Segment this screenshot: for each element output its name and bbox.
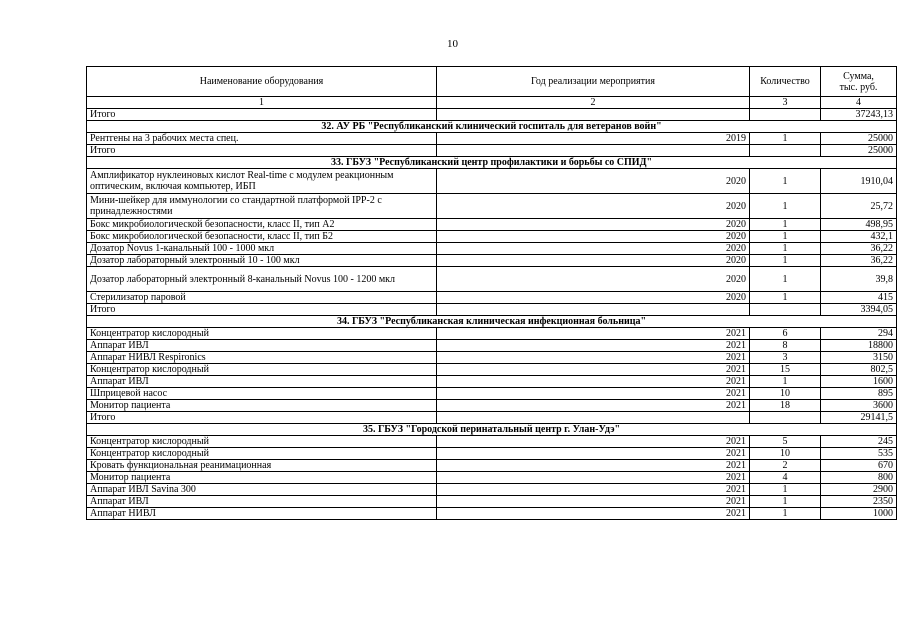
cell-qty: 5	[750, 436, 821, 448]
section-header-row	[87, 157, 897, 169]
cell-year: 2021	[437, 508, 750, 520]
cell-name: Итого	[87, 412, 437, 424]
cell-qty: 1	[750, 508, 821, 520]
cell-qty: 1	[750, 376, 821, 388]
cell-sum: 895	[821, 388, 897, 400]
col-number: 4	[821, 97, 897, 109]
cell-sum: 2350	[821, 496, 897, 508]
table-row	[87, 400, 897, 412]
cell-qty: 1	[750, 267, 821, 292]
cell-name: Концентратор кислородный	[87, 328, 437, 340]
header-sum	[821, 67, 897, 97]
cell-sum: 18800	[821, 340, 897, 352]
table-row	[87, 352, 897, 364]
table-row	[87, 388, 897, 400]
cell-year: 2021	[437, 352, 750, 364]
cell-sum: 36,22	[821, 255, 897, 267]
cell-year: 2021	[437, 496, 750, 508]
total-row	[87, 412, 897, 424]
cell-year: 2021	[437, 400, 750, 412]
section-title: 34. ГБУЗ "Республиканская клиническая инфекционная больница"	[87, 316, 897, 328]
section-title: 35. ГБУЗ "Городской перинатальный центр г. Улан-Удэ"	[87, 424, 897, 436]
cell-name: Рентгены на 3 рабочих места спец.	[87, 133, 437, 145]
cell-qty: 6	[750, 328, 821, 340]
cell-sum: 670	[821, 460, 897, 472]
cell-name: Кровать функциональная реанимационная	[87, 460, 437, 472]
table-row	[87, 328, 897, 340]
table-row	[87, 460, 897, 472]
cell-name: Монитор пациента	[87, 472, 437, 484]
cell-year: 2020	[437, 292, 750, 304]
cell-year: 2021	[437, 340, 750, 352]
cell-year: 2021	[437, 484, 750, 496]
cell-name: Итого	[87, 145, 437, 157]
cell-year: 2020	[437, 267, 750, 292]
section-title: 33. ГБУЗ "Республиканский центр профилактики и борьбы со СПИД"	[87, 157, 897, 169]
cell-year: 2021	[437, 376, 750, 388]
table-row	[87, 340, 897, 352]
cell-year	[437, 412, 750, 424]
cell-qty: 1	[750, 231, 821, 243]
cell-sum: 37243,13	[821, 109, 897, 121]
cell-qty	[750, 412, 821, 424]
cell-sum: 245	[821, 436, 897, 448]
cell-year: 2021	[437, 460, 750, 472]
cell-qty: 15	[750, 364, 821, 376]
cell-qty: 1	[750, 169, 821, 194]
table-row	[87, 194, 897, 219]
cell-qty: 10	[750, 448, 821, 460]
cell-qty: 1	[750, 292, 821, 304]
header-year: Год реализации мероприятия	[437, 67, 750, 97]
cell-qty: 1	[750, 243, 821, 255]
cell-qty: 8	[750, 340, 821, 352]
cell-year: 2021	[437, 472, 750, 484]
table-row	[87, 219, 897, 231]
cell-sum: 39,8	[821, 267, 897, 292]
cell-name: Аппарат ИВЛ	[87, 340, 437, 352]
cell-sum: 294	[821, 328, 897, 340]
cell-year: 2021	[437, 388, 750, 400]
cell-qty	[750, 109, 821, 121]
table-row	[87, 376, 897, 388]
cell-sum: 29141,5	[821, 412, 897, 424]
cell-sum: 1600	[821, 376, 897, 388]
table-row	[87, 169, 897, 194]
cell-year	[437, 145, 750, 157]
cell-year	[437, 304, 750, 316]
cell-year: 2020	[437, 243, 750, 255]
table-row	[87, 436, 897, 448]
cell-sum: 498,95	[821, 219, 897, 231]
cell-sum: 535	[821, 448, 897, 460]
cell-qty: 10	[750, 388, 821, 400]
cell-sum: 36,22	[821, 243, 897, 255]
cell-qty: 4	[750, 472, 821, 484]
cell-name: Бокс микробиологической безопасности, класс II, тип А2	[87, 219, 437, 231]
cell-year: 2019	[437, 133, 750, 145]
cell-sum: 432,1	[821, 231, 897, 243]
col-number: 3	[750, 97, 821, 109]
cell-year: 2021	[437, 328, 750, 340]
cell-sum: 3150	[821, 352, 897, 364]
page-number: 10	[447, 38, 458, 50]
cell-qty: 1	[750, 194, 821, 219]
cell-sum: 800	[821, 472, 897, 484]
cell-name: Концентратор кислородный	[87, 436, 437, 448]
total-row	[87, 145, 897, 157]
cell-name: Бокс микробиологической безопасности, класс II, тип Б2	[87, 231, 437, 243]
cell-name: Аппарат ИВЛ	[87, 376, 437, 388]
cell-sum: 415	[821, 292, 897, 304]
cell-name: Итого	[87, 304, 437, 316]
column-number-row	[87, 97, 897, 109]
table-row	[87, 496, 897, 508]
cell-sum: 25000	[821, 133, 897, 145]
cell-year: 2021	[437, 448, 750, 460]
cell-year: 2020	[437, 169, 750, 194]
col-number: 1	[87, 97, 437, 109]
table-header-row	[87, 67, 897, 97]
cell-year	[437, 109, 750, 121]
col-number: 2	[437, 97, 750, 109]
cell-name: Концентратор кислородный	[87, 448, 437, 460]
cell-name: Дозатор лабораторный электронный 8-канальный Novus 100 - 1200 мкл	[87, 267, 437, 292]
section-header-row	[87, 424, 897, 436]
table-row	[87, 243, 897, 255]
table-row	[87, 292, 897, 304]
cell-name: Аппарат НИВЛ	[87, 508, 437, 520]
cell-name: Итого	[87, 109, 437, 121]
table-row	[87, 508, 897, 520]
cell-name: Шприцевой насос	[87, 388, 437, 400]
total-row	[87, 109, 897, 121]
cell-qty: 2	[750, 460, 821, 472]
cell-qty: 3	[750, 352, 821, 364]
cell-sum: 25,72	[821, 194, 897, 219]
section-header-row	[87, 121, 897, 133]
section-title: 32. АУ РБ "Республиканский клинический госпиталь для ветеранов войн"	[87, 121, 897, 133]
cell-year: 2020	[437, 194, 750, 219]
table-row	[87, 267, 897, 292]
cell-sum: 3600	[821, 400, 897, 412]
cell-sum: 25000	[821, 145, 897, 157]
header-name: Наименование оборудования	[87, 67, 437, 97]
cell-name: Аппарат ИВЛ Savina 300	[87, 484, 437, 496]
table-row	[87, 231, 897, 243]
cell-name: Дозатор лабораторный электронный 10 - 100 мкл	[87, 255, 437, 267]
table-row	[87, 255, 897, 267]
cell-qty: 1	[750, 255, 821, 267]
cell-qty: 1	[750, 133, 821, 145]
header-sum-line2: тыс. руб.	[839, 81, 878, 93]
cell-qty	[750, 304, 821, 316]
cell-year: 2020	[437, 219, 750, 231]
equipment-table	[86, 66, 897, 520]
cell-sum: 3394,05	[821, 304, 897, 316]
cell-qty: 1	[750, 484, 821, 496]
table-row	[87, 133, 897, 145]
cell-sum: 2900	[821, 484, 897, 496]
section-header-row	[87, 316, 897, 328]
cell-sum: 1910,04	[821, 169, 897, 194]
cell-qty: 1	[750, 496, 821, 508]
cell-name: Амплификатор нуклеиновых кислот Real-time с модулем реакционным оптическим, включая компьютер, ИБП	[87, 169, 437, 194]
cell-year: 2020	[437, 255, 750, 267]
cell-sum: 802,5	[821, 364, 897, 376]
cell-year: 2020	[437, 231, 750, 243]
table-row	[87, 484, 897, 496]
header-sum-line1: Сумма,	[843, 70, 874, 82]
cell-name: Стерилизатор паровой	[87, 292, 437, 304]
cell-name: Мини-шейкер для иммунологии со стандартной платформой IPP-2 с принадлежностями	[87, 194, 437, 219]
table-row	[87, 472, 897, 484]
cell-name: Дозатор Novus 1-канальный 100 - 1000 мкл	[87, 243, 437, 255]
cell-qty: 18	[750, 400, 821, 412]
table-row	[87, 448, 897, 460]
cell-qty: 1	[750, 219, 821, 231]
header-qty: Количество	[750, 67, 821, 97]
cell-name: Аппарат НИВЛ Respironics	[87, 352, 437, 364]
cell-name: Концентратор кислородный	[87, 364, 437, 376]
cell-name: Аппарат ИВЛ	[87, 496, 437, 508]
total-row	[87, 304, 897, 316]
cell-name: Монитор пациента	[87, 400, 437, 412]
cell-year: 2021	[437, 364, 750, 376]
cell-qty	[750, 145, 821, 157]
table-body	[87, 109, 897, 520]
cell-year: 2021	[437, 436, 750, 448]
table-row	[87, 364, 897, 376]
cell-sum: 1000	[821, 508, 897, 520]
